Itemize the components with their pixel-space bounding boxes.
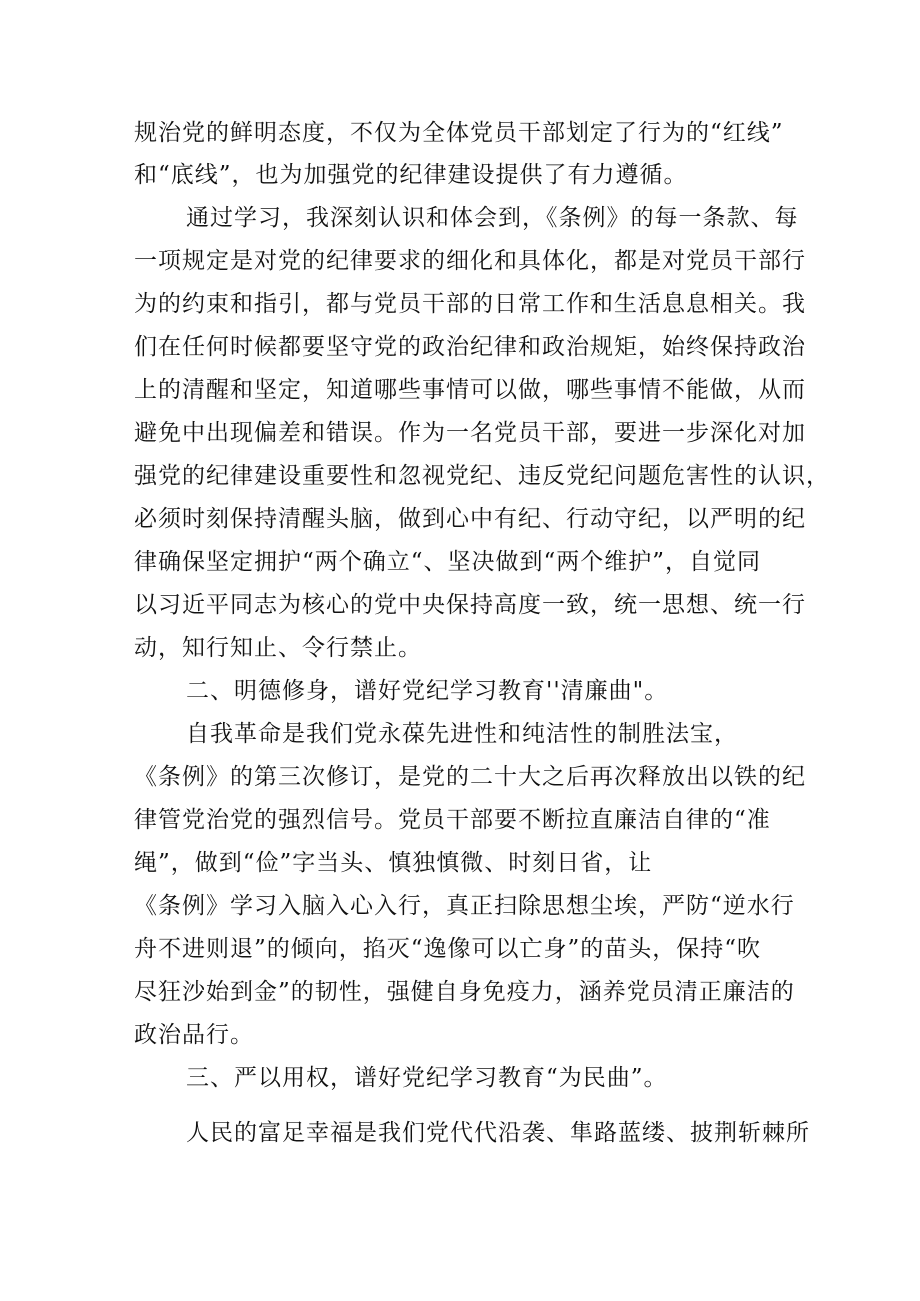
text-line: 律确保坚定拥护“两个确立“、坚决做到“两个维护”，自觉同: [134, 549, 762, 575]
paragraph-start-line: 通过学习，我深刻认识和体会到，《条例》的每一条款、每: [186, 205, 799, 231]
paragraph-start-line: 自我革命是我们党永葆先进性和纯洁性的制胜法宝，: [186, 721, 738, 747]
text-line: 以习近平同志为核心的党中央保持高度一致，统一思想、统一行: [134, 592, 806, 618]
text-line: 强党的纪律建设重要性和忽视党纪、违反党纪问题危害性的认识，: [134, 463, 830, 489]
text-line: 上的清醒和坚定，知道哪些事情可以做，哪些事情不能做，从而: [134, 377, 806, 403]
text-line: 绳”，做到“俭”字当头、慎独慎微、时刻日省，让: [134, 850, 653, 876]
text-line: 动，知行知止、令行禁止。: [134, 635, 422, 661]
text-line: 规治党的鲜明态度，不仅为全体党员干部划定了行为的“红线”: [134, 120, 784, 146]
text-line: 《条例》学习入脑入心入行，真正扫除思想尘埃，严防“逆水行: [134, 893, 795, 919]
text-line: 《条例》的第三次修订，是党的二十大之后再次释放出以铁的纪: [134, 764, 806, 790]
text-line: 们在任何时候都要坚守党的政治纪律和政治规矩，始终保持政治: [134, 334, 806, 360]
text-line: 政治品行。: [134, 1022, 254, 1048]
text-line: 律管党治党的强烈信号。党员干部要不断拉直廉洁自律的“准: [134, 807, 771, 833]
text-line: 舟不进则退”的倾向，掐灭“逸像可以亡身”的苗头，保持“吹: [134, 936, 762, 962]
paragraph-start-line: 人民的富足幸福是我们党代代沿袭、隼路蓝缕、披荆斩棘所: [186, 1120, 810, 1146]
text-line: 和“底线”，也为加强党的纪律建设提供了有力遵循。: [134, 162, 688, 188]
text-line: 为的约束和指引，都与党员干部的日常工作和生活息息相关。我: [134, 291, 806, 317]
text-line: 尽狂沙始到金”的韧性，强健自身免疫力，涵养党员清正廉洁的: [134, 979, 795, 1005]
text-line: 避免中出现偏差和错误。作为一名党员干部，要进一步深化对加: [134, 420, 806, 446]
text-line: 必须时刻保持清醒头脑，做到心中有纪、行动守纪，以严明的纪: [134, 506, 806, 532]
section-heading-2: 二、明德修身，谱好党纪学习教育''清廉曲"。: [186, 678, 669, 704]
text-line: 一项规定是对党的纪律要求的细化和具体化，都是对党员干部行: [134, 248, 806, 274]
section-heading-3: 三、严以用权，谱好党纪学习教育“为民曲”。: [186, 1065, 668, 1091]
